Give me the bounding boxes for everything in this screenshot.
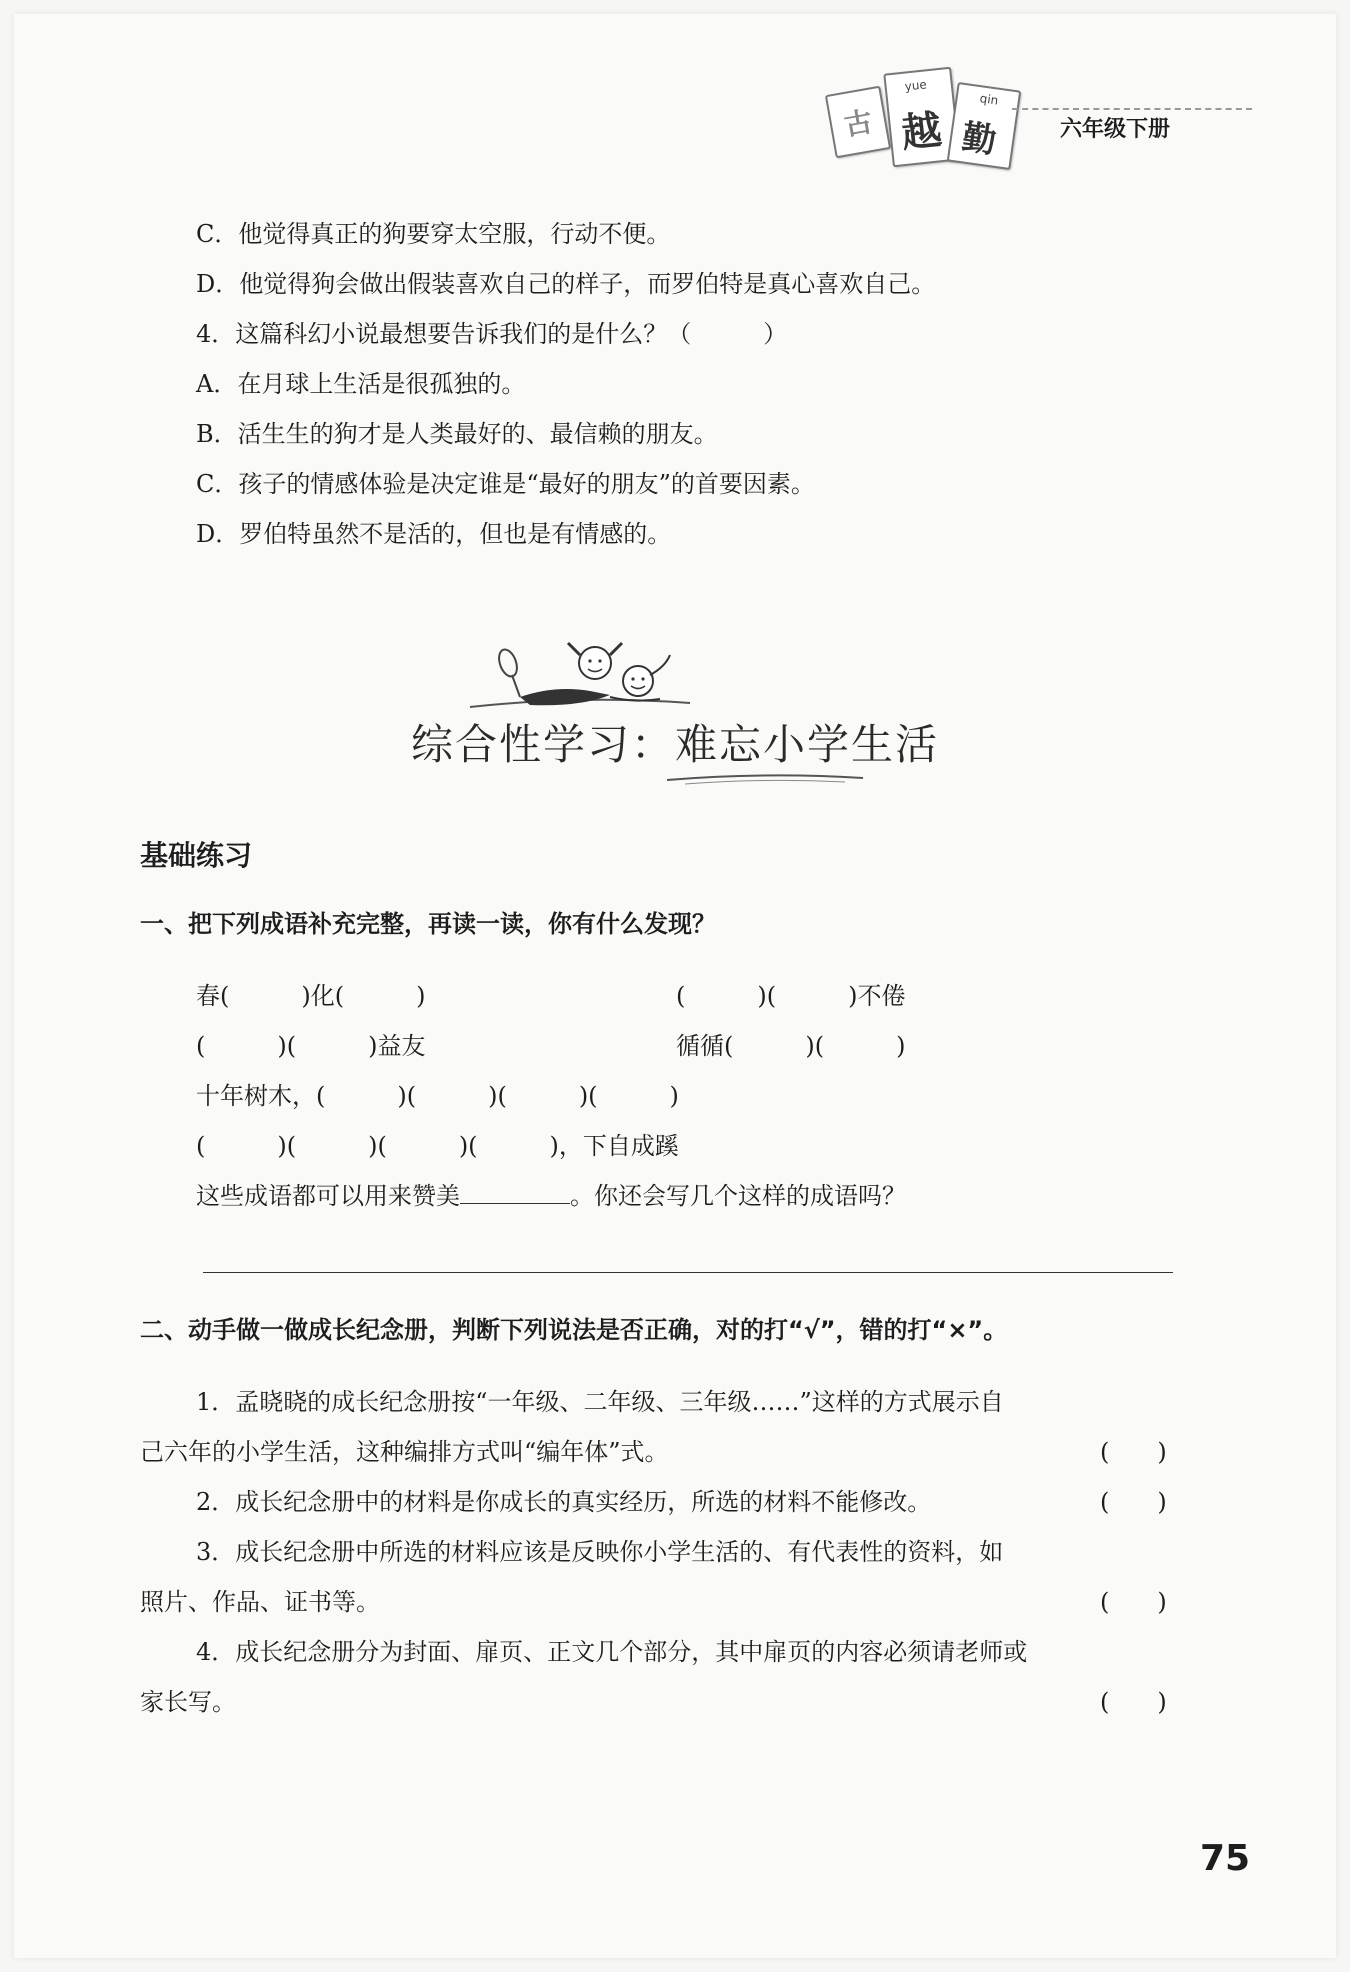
part1-heading: 一、把下列成语补充完整，再读一读，你有什么发现？ <box>140 910 716 938</box>
part2-item-3-line2: 照片、作品、证书等。 <box>140 1588 380 1616</box>
kids-illustration <box>460 625 700 720</box>
question-4-option-a: A．在月球上生活是很孤独的。 <box>196 370 526 398</box>
option-d-prev: D．他觉得狗会做出假装喜欢自己的样子，而罗伯特是真心喜欢自己。 <box>196 270 936 298</box>
part2-item-1-line2: 己六年的小学生活，这种编排方式叫“编年体”式。 <box>140 1438 669 1466</box>
badge-char-1: 古 <box>841 104 875 143</box>
page-number: 75 <box>1200 1838 1251 1879</box>
question-4-option-b: B．活生生的狗才是人类最好的、最信赖的朋友。 <box>196 420 718 448</box>
option-c-prev: C．他觉得真正的狗要穿太空服，行动不便。 <box>196 220 671 248</box>
part2-heading: 二、动手做一做成长纪念册，判断下列说法是否正确，对的打“√”，错的打“×”。 <box>140 1316 1008 1344</box>
grade-label: 六年级下册 <box>1060 117 1171 142</box>
praise-blank[interactable] <box>460 1179 570 1204</box>
idiom-right-1: ( )( )不倦 <box>676 982 906 1010</box>
section-title: 综合性学习：难忘小学生活 <box>410 720 939 769</box>
title-underline <box>665 770 865 786</box>
badge-pinyin-1: yue <box>904 77 928 94</box>
header-dashed-line <box>1012 108 1252 110</box>
part1-prompt-after: 。你还会写几个这样的成语吗？ <box>570 1182 906 1210</box>
question-4-option-d: D．罗伯特虽然不是活的，但也是有情感的。 <box>196 520 672 548</box>
badge-char-2: 越 <box>899 106 944 158</box>
badge-char-3: 勤 <box>959 117 999 162</box>
idiom-left-4: ( )( )( )( )，下自成蹊 <box>196 1132 679 1160</box>
idiom-left-3: 十年树木，( )( )( )( ) <box>196 1082 679 1110</box>
part2-item-4-line2: 家长写。 <box>140 1688 236 1716</box>
badge-card-right <box>947 82 1022 170</box>
idiom-left-2: ( )( )益友 <box>196 1032 426 1060</box>
part2-item-2-line1: 2．成长纪念册中的材料是你成长的真实经历，所选的材料不能修改。 <box>196 1488 932 1516</box>
part2-item-4-answer[interactable]: ( ) <box>1100 1688 1167 1716</box>
part2-item-3-line1: 3．成长纪念册中所选的材料应该是反映你小学生活的、有代表性的资料，如 <box>196 1538 1004 1566</box>
part2-item-1-line1: 1．孟晓晓的成长纪念册按“一年级、二年级、三年级……”这样的方式展示自 <box>196 1388 1004 1416</box>
idiom-left-1: 春( )化( ) <box>196 982 426 1010</box>
idiom-right-2: 循循( )( ) <box>676 1032 906 1060</box>
part1-prompt-before: 这些成语都可以用来赞美 <box>196 1182 460 1210</box>
part2-item-4-line1: 4．成长纪念册分为封面、扉页、正文几个部分，其中扉页的内容必须请老师或 <box>196 1638 1028 1666</box>
badge-pinyin-2: qin <box>978 91 1000 108</box>
section-title-wrap <box>0 712 1350 772</box>
idiom-answer-line[interactable] <box>203 1272 1173 1273</box>
badge-card-left <box>825 86 891 159</box>
basic-practice-heading: 基础练习 <box>140 839 253 872</box>
part2-item-3-answer[interactable]: ( ) <box>1100 1588 1167 1616</box>
part2-item-2-answer[interactable]: ( ) <box>1100 1488 1167 1516</box>
question-4-stem: 4．这篇科幻小说最想要告诉我们的是什么？（ ） <box>196 320 788 348</box>
question-4-option-c: C．孩子的情感体验是决定谁是“最好的朋友”的首要因素。 <box>196 470 815 498</box>
header-badge <box>820 60 1020 170</box>
part2-item-1-answer[interactable]: ( ) <box>1100 1438 1167 1466</box>
part1-prompt <box>196 1178 906 1214</box>
